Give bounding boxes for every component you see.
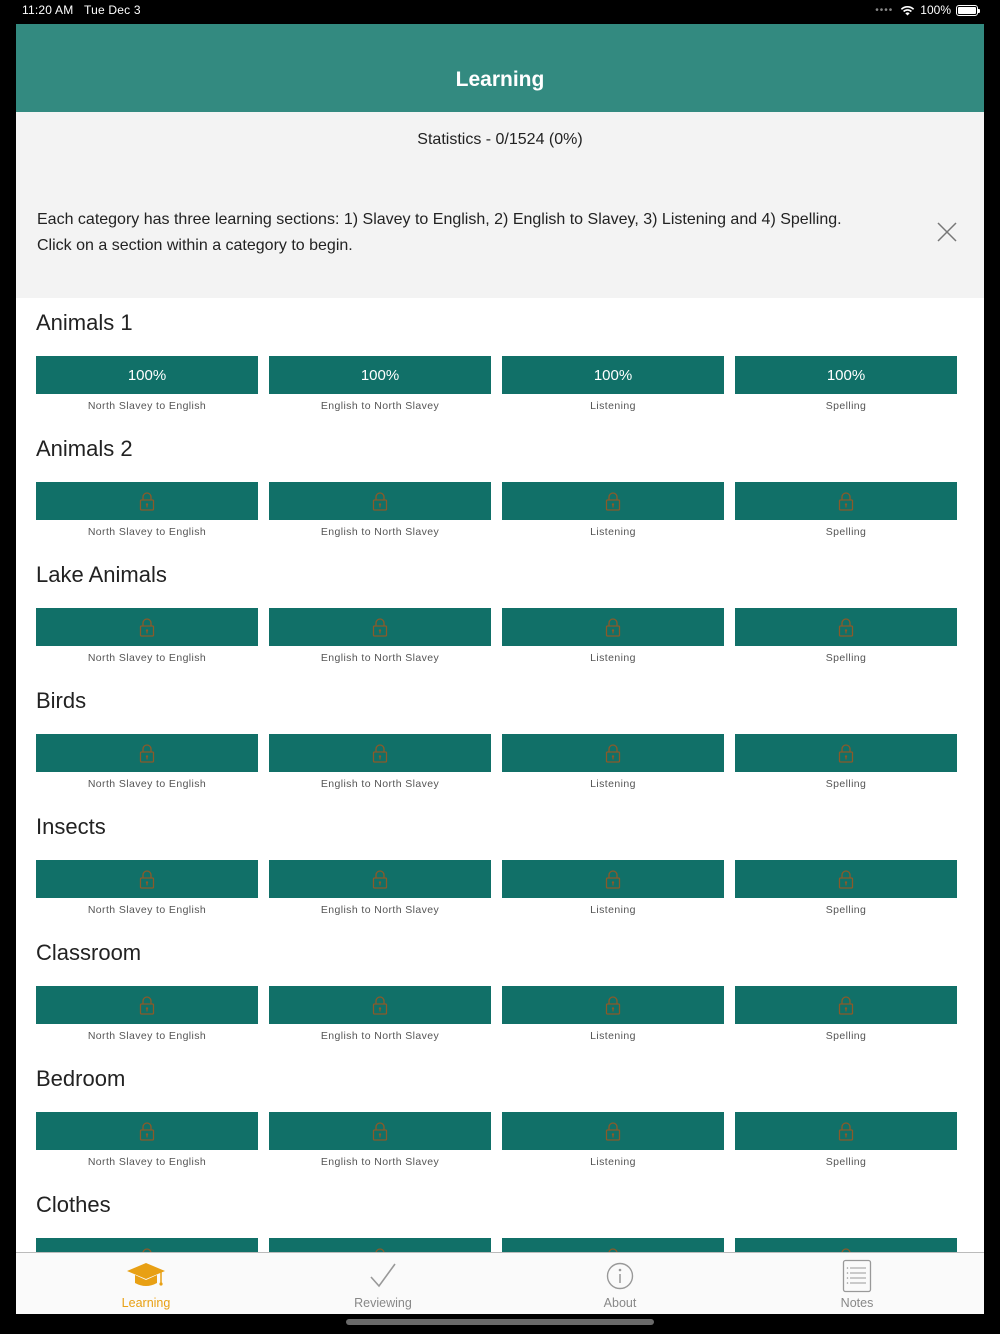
- locked-section-button[interactable]: [269, 860, 491, 898]
- section-label: Spelling: [825, 778, 867, 790]
- lock-icon: [605, 743, 621, 763]
- instructions-line-2: Click on a section within a category to begin.: [37, 237, 353, 254]
- section-2: [502, 482, 724, 538]
- section-3: [735, 356, 957, 412]
- lock-icon: [838, 995, 854, 1015]
- checkmark-icon: [368, 1261, 398, 1291]
- category-title: Birds: [36, 688, 87, 713]
- lock-icon: [838, 617, 854, 637]
- locked-section-button[interactable]: [36, 1112, 258, 1150]
- app-screen: [16, 24, 984, 1314]
- lock-icon: [139, 1121, 155, 1141]
- section-label: Spelling: [825, 400, 867, 412]
- tab-reviewing[interactable]: [308, 1253, 458, 1315]
- section-1: [269, 860, 491, 916]
- progress-label: 100%: [593, 366, 633, 384]
- tab-learning[interactable]: [71, 1253, 221, 1315]
- section-2: [502, 860, 724, 916]
- progress-label: 100%: [360, 366, 400, 384]
- lock-icon: [139, 491, 155, 511]
- section-0: [36, 482, 258, 538]
- lock-icon: [605, 617, 621, 637]
- section-progress-button[interactable]: [269, 356, 491, 394]
- category-title: Bedroom: [36, 1066, 126, 1091]
- category-5: [16, 928, 984, 1054]
- tab-label: Reviewing: [354, 1296, 412, 1310]
- progress-label: 100%: [826, 366, 866, 384]
- section-label: English to North Slavey: [320, 904, 440, 916]
- section-3: [735, 734, 957, 790]
- section-1: [269, 734, 491, 790]
- statistics-text: Statistics - 0/1524 (0%): [417, 131, 583, 148]
- section-2: [502, 986, 724, 1042]
- locked-section-button[interactable]: [735, 482, 957, 520]
- section-progress-button[interactable]: [502, 356, 724, 394]
- section-label: Spelling: [825, 1156, 867, 1168]
- section-label: Listening: [590, 778, 636, 790]
- section-label: North Slavey to English: [87, 652, 207, 664]
- section-label: Listening: [590, 526, 636, 538]
- locked-section-button[interactable]: [36, 734, 258, 772]
- category-6: [16, 1054, 984, 1180]
- graduation-cap-icon: [125, 1261, 167, 1291]
- status-right: [875, 3, 978, 17]
- section-label: English to North Slavey: [320, 652, 440, 664]
- lock-icon: [139, 869, 155, 889]
- section-0: [36, 734, 258, 790]
- locked-section-button[interactable]: [502, 734, 724, 772]
- category-1: [16, 424, 984, 550]
- locked-section-button[interactable]: [735, 986, 957, 1024]
- section-0: [36, 608, 258, 664]
- lock-icon: [372, 869, 388, 889]
- section-2: [502, 734, 724, 790]
- status-time: [22, 3, 141, 17]
- battery-percent: 100%: [920, 3, 951, 17]
- section-2: [502, 356, 724, 412]
- lock-icon: [605, 869, 621, 889]
- tab-bar: [16, 1252, 984, 1314]
- close-icon[interactable]: [936, 221, 958, 243]
- category-title: Clothes: [36, 1192, 111, 1217]
- lock-icon: [139, 995, 155, 1015]
- section-label: Listening: [590, 904, 636, 916]
- lock-icon: [372, 491, 388, 511]
- lock-icon: [605, 491, 621, 511]
- lock-icon: [838, 491, 854, 511]
- lock-icon: [372, 995, 388, 1015]
- progress-label: 100%: [127, 366, 167, 384]
- section-progress-button[interactable]: [735, 356, 957, 394]
- locked-section-button[interactable]: [36, 860, 258, 898]
- home-indicator: [346, 1319, 654, 1325]
- section-label: North Slavey to English: [87, 1156, 207, 1168]
- locked-section-button[interactable]: [735, 1112, 957, 1150]
- locked-section-button[interactable]: [502, 482, 724, 520]
- tab-label: Notes: [840, 1296, 874, 1310]
- section-0: [36, 1112, 258, 1168]
- section-label: Spelling: [825, 526, 867, 538]
- locked-section-button[interactable]: [269, 608, 491, 646]
- section-1: [269, 356, 491, 412]
- category-3: [16, 676, 984, 802]
- section-label: North Slavey to English: [87, 904, 207, 916]
- lock-icon: [605, 995, 621, 1015]
- locked-section-button[interactable]: [36, 608, 258, 646]
- wifi-icon: [900, 5, 915, 16]
- section-3: [735, 986, 957, 1042]
- section-label: English to North Slavey: [320, 526, 440, 538]
- category-title: Animals 1: [36, 310, 133, 335]
- stats-panel: [16, 112, 984, 298]
- section-label: Listening: [590, 1030, 636, 1042]
- section-0: [36, 986, 258, 1042]
- locked-section-button[interactable]: [502, 986, 724, 1024]
- lock-icon: [372, 617, 388, 637]
- locked-section-button[interactable]: [735, 608, 957, 646]
- section-label: English to North Slavey: [320, 1156, 440, 1168]
- category-4: [16, 802, 984, 928]
- tab-notes[interactable]: [782, 1253, 932, 1315]
- category-list[interactable]: [16, 298, 984, 1252]
- multitasking-dots-icon: ••••: [875, 4, 894, 16]
- lock-icon: [372, 1121, 388, 1141]
- lock-icon: [139, 617, 155, 637]
- section-1: [269, 482, 491, 538]
- section-2: [502, 1112, 724, 1168]
- section-3: [735, 1112, 957, 1168]
- locked-section-button[interactable]: [269, 482, 491, 520]
- tab-about[interactable]: [545, 1253, 695, 1315]
- page-title: Learning: [455, 68, 545, 91]
- category-0: [16, 298, 984, 424]
- locked-section-button[interactable]: [269, 1112, 491, 1150]
- section-1: [269, 1112, 491, 1168]
- locked-section-button[interactable]: [735, 734, 957, 772]
- locked-section-button[interactable]: [36, 482, 258, 520]
- instructions-text: [37, 207, 897, 259]
- section-label: North Slavey to English: [87, 1030, 207, 1042]
- locked-section-button[interactable]: [502, 608, 724, 646]
- section-label: Spelling: [825, 904, 867, 916]
- section-label: North Slavey to English: [87, 778, 207, 790]
- lock-icon: [838, 743, 854, 763]
- lock-icon: [372, 743, 388, 763]
- status-bar: [0, 0, 1000, 22]
- section-label: Spelling: [825, 1030, 867, 1042]
- lock-icon: [139, 743, 155, 763]
- section-0: [36, 356, 258, 412]
- locked-section-button[interactable]: [502, 1112, 724, 1150]
- section-label: Listening: [590, 400, 636, 412]
- locked-section-button[interactable]: [36, 986, 258, 1024]
- section-1: [269, 608, 491, 664]
- section-label: Listening: [590, 652, 636, 664]
- notes-icon: [842, 1259, 872, 1293]
- locked-section-button[interactable]: [269, 986, 491, 1024]
- locked-section-button[interactable]: [269, 734, 491, 772]
- section-3: [735, 860, 957, 916]
- category-title: Classroom: [36, 940, 142, 965]
- section-2: [502, 608, 724, 664]
- section-0: [36, 860, 258, 916]
- category-title: Animals 2: [36, 436, 133, 461]
- section-label: English to North Slavey: [320, 778, 440, 790]
- lock-icon: [605, 1121, 621, 1141]
- category-title: Lake Animals: [36, 562, 167, 587]
- section-label: English to North Slavey: [320, 1030, 440, 1042]
- info-icon: [605, 1261, 635, 1291]
- section-1: [269, 986, 491, 1042]
- lock-icon: [838, 869, 854, 889]
- tab-label: About: [603, 1296, 637, 1310]
- section-label: North Slavey to English: [87, 526, 207, 538]
- section-progress-button[interactable]: [36, 356, 258, 394]
- navigation-bar: [16, 24, 984, 112]
- section-label: English to North Slavey: [320, 400, 440, 412]
- battery-icon: [956, 5, 978, 16]
- instructions-line-1: Each category has three learning sections: 1) Slavey to English, 2) English to Slavey, 3) Listening and 4) Spelling.: [37, 211, 842, 228]
- time-text: 11:20 AM: [22, 3, 74, 17]
- lock-icon: [838, 1121, 854, 1141]
- date-text: Tue Dec 3: [84, 3, 141, 17]
- section-label: North Slavey to English: [87, 400, 207, 412]
- category-2: [16, 550, 984, 676]
- category-title: Insects: [36, 814, 106, 839]
- section-label: Spelling: [825, 652, 867, 664]
- section-3: [735, 482, 957, 538]
- locked-section-button[interactable]: [735, 860, 957, 898]
- locked-section-button[interactable]: [502, 860, 724, 898]
- tab-label: Learning: [121, 1296, 171, 1310]
- section-label: Listening: [590, 1156, 636, 1168]
- section-3: [735, 608, 957, 664]
